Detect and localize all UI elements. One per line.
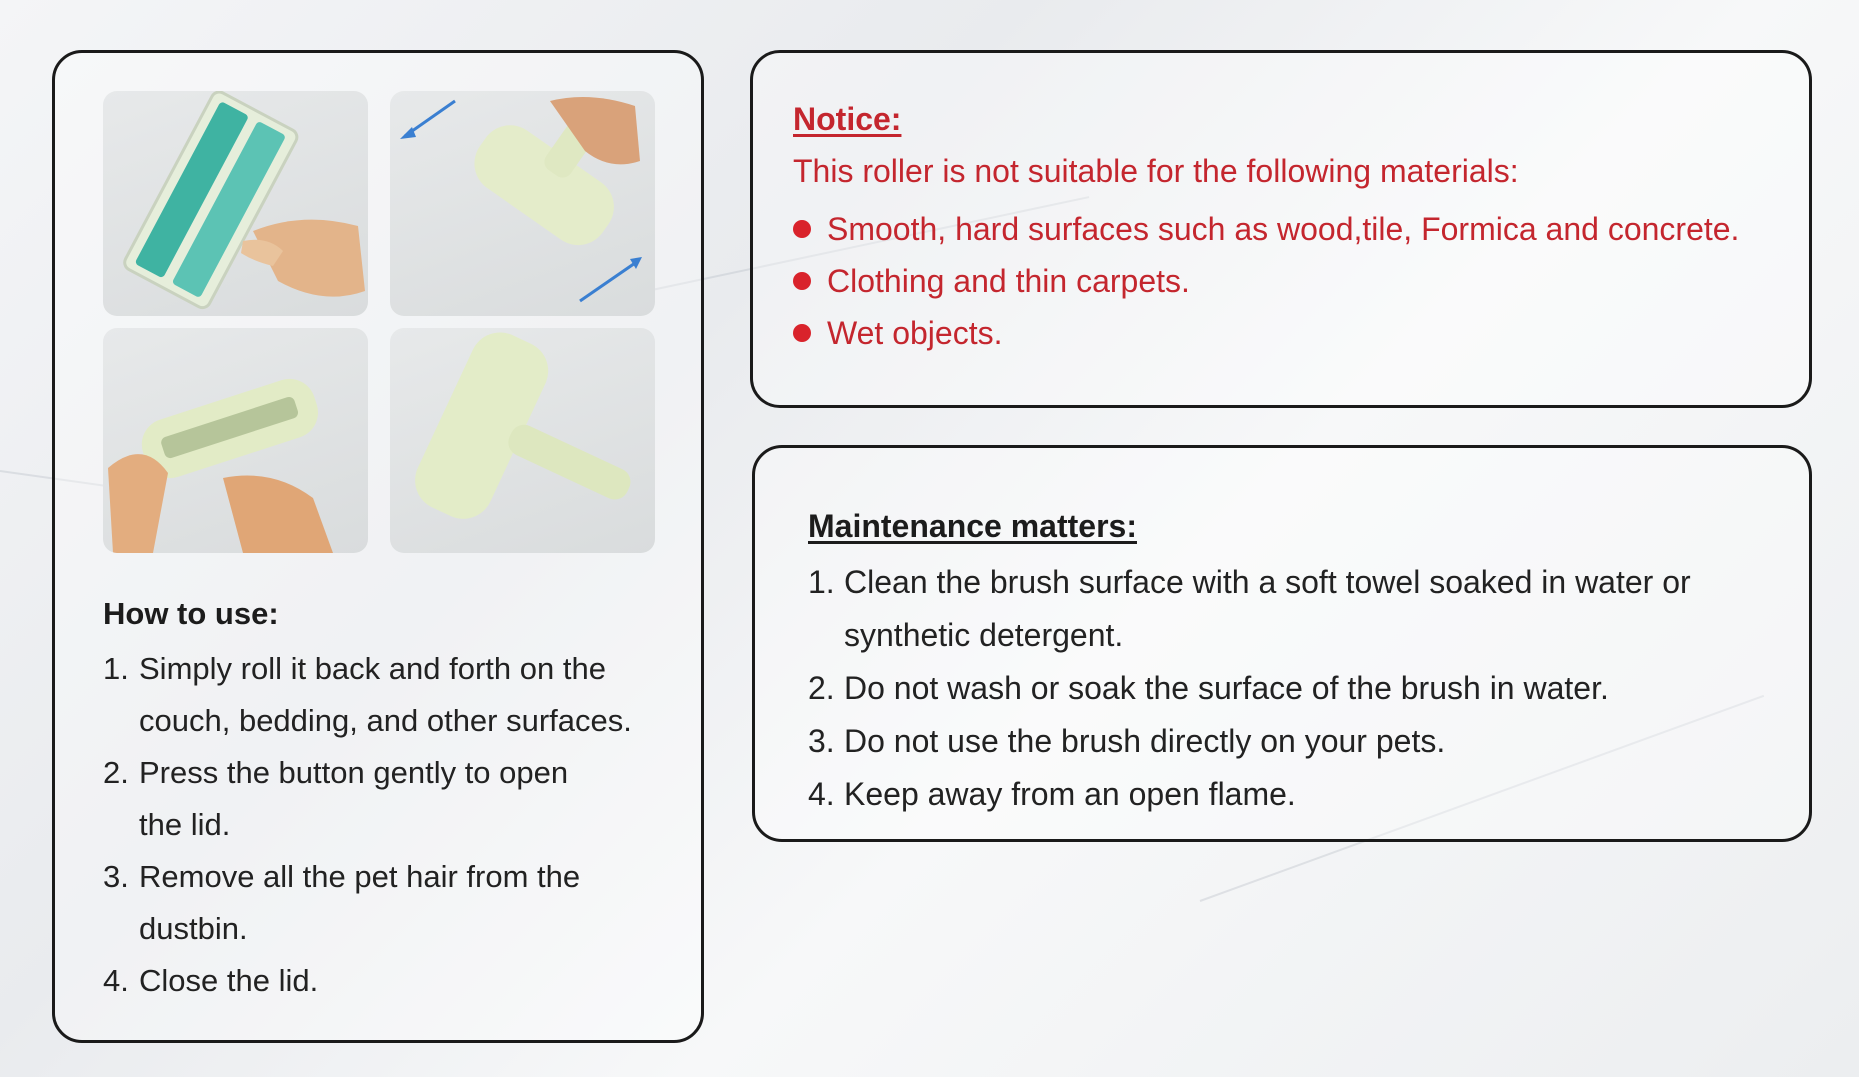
step-number: 4. — [808, 776, 835, 812]
step-text-line: Remove all the pet hair from the — [139, 859, 581, 894]
step-text — [139, 851, 683, 955]
step-text: Keep away from an open flame. — [844, 776, 1296, 812]
step-number: 4. — [103, 963, 129, 998]
list-item — [103, 955, 683, 1007]
how-to-use-panel — [52, 50, 704, 1043]
roller-open-photo — [103, 91, 368, 316]
list-item — [103, 747, 683, 851]
maintenance-title: Maintenance matters: — [808, 508, 1137, 544]
notice-title: Notice: — [793, 101, 902, 137]
step-number: 1. — [808, 564, 835, 600]
list-item — [808, 662, 1768, 715]
notice-intro: This roller is not suitable for the following materials: — [793, 153, 1519, 189]
step-text-line: couch, bedding, and other surfaces. — [139, 703, 632, 738]
roller-closed-photo — [390, 328, 655, 553]
list-item — [103, 851, 683, 955]
step-text-line: synthetic detergent. — [844, 617, 1124, 653]
step-text-line: Clean the brush surface with a soft towel soaked in water or — [844, 564, 1691, 600]
list-item — [808, 556, 1768, 662]
step-text — [139, 643, 683, 747]
step-text-line: Close the lid. — [139, 963, 319, 998]
step-text-line: dustbin. — [139, 911, 248, 946]
list-item — [793, 307, 1739, 359]
list-item — [808, 768, 1768, 821]
roller-emptying-photo — [103, 328, 368, 553]
step-text-line: the lid. — [139, 807, 231, 842]
how-to-use-steps — [103, 643, 683, 1007]
bullet-icon — [793, 272, 811, 290]
step-number: 3. — [103, 859, 129, 894]
step-number: 2. — [808, 670, 835, 706]
notice-panel — [750, 50, 1812, 408]
step-number: 1. — [103, 651, 129, 686]
step-number: 3. — [808, 723, 835, 759]
notice-item-text: Clothing and thin carpets. — [827, 263, 1190, 299]
step-number: 2. — [103, 755, 129, 790]
step-text — [139, 747, 683, 851]
bullet-icon — [793, 324, 811, 342]
step-text: Do not wash or soak the surface of the brush in water. — [844, 670, 1609, 706]
list-item — [808, 715, 1768, 768]
how-to-use-title: How to use: — [103, 596, 279, 631]
notice-items — [793, 203, 1739, 359]
notice-item-text: Wet objects. — [827, 315, 1003, 351]
list-item — [793, 203, 1739, 255]
bullet-icon — [793, 220, 811, 238]
maintenance-panel — [752, 445, 1812, 842]
notice-item-text: Smooth, hard surfaces such as wood,tile, Formica and concrete. — [827, 211, 1740, 247]
roller-rolling-photo — [390, 91, 655, 316]
step-text — [139, 955, 683, 1007]
step-text-line: Simply roll it back and forth on the — [139, 651, 606, 686]
list-item — [103, 643, 683, 747]
maintenance-steps — [808, 556, 1768, 821]
step-text-line: Press the button gently to open — [139, 755, 569, 790]
step-text: Do not use the brush directly on your pets. — [844, 723, 1446, 759]
list-item — [793, 255, 1739, 307]
step-text — [844, 556, 1768, 662]
